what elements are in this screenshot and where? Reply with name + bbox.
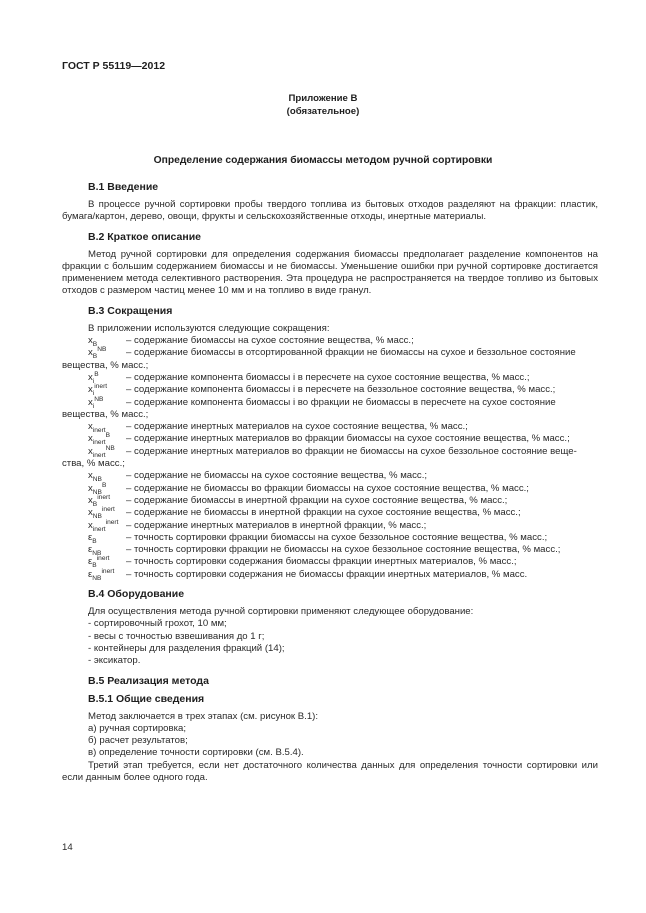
section-intro: В приложении используются следующие сокращения:	[88, 322, 330, 334]
abbreviation-description: – точность сортировки содержания не биомассы фракции инертных материалов, % масс.	[126, 568, 528, 580]
abbreviation-description-continued: вещества, % масс.;	[62, 359, 149, 371]
abbreviation-row	[62, 384, 598, 396]
abbreviation-symbol: $x_{inert}^{NB}$	[88, 444, 115, 459]
abbreviation-row	[62, 569, 598, 581]
section-b3	[62, 305, 598, 581]
page-number: 14	[62, 842, 73, 853]
abbreviation-symbol: $x_B$	[88, 335, 98, 348]
abbreviation-description: – содержание не биомассы в инертной фракции на сухое состояние вещества, % масс.;	[126, 507, 521, 519]
section-note: Третий этап требуется, если нет достаточного количества данных для определения точности сортировки или если данным более одного года.	[62, 759, 598, 783]
equipment-item: - сортировочный грохот, 10 мм;	[88, 618, 227, 630]
abbreviation-row	[62, 507, 598, 519]
abbreviation-symbol: $x_B^{NB}$	[88, 346, 107, 361]
abbreviation-symbol: $\varepsilon_B^{inert}$	[88, 555, 110, 570]
abbreviation-description: – содержание не биомассы на сухое состояние вещества, % масс.;	[126, 470, 428, 482]
abbreviation-description: – содержание не биомассы во фракции биомассы на сухое состояние вещества, % масс.;	[126, 482, 529, 494]
abbreviation-description-continued: вещества, % масс.;	[62, 408, 149, 420]
document-body	[62, 181, 598, 791]
abbreviation-description: – содержание компонента биомассы i в пересчете на беззольное состояние вещества, % масс.;	[126, 384, 556, 396]
abbreviation-symbol: $x_{inert}^{inert}$	[88, 518, 119, 533]
abbreviation-symbol: $x_i^{NB}$	[88, 395, 104, 410]
abbreviation-symbol: $x_{NB}^{inert}$	[88, 506, 115, 521]
abbreviation-description: – точность сортировки содержания биомассы фракции инертных материалов, % масс.;	[126, 556, 517, 568]
section-heading: В.5 Реализация метода	[88, 674, 209, 687]
abbreviation-symbol: $x_{inert}$	[88, 421, 106, 435]
abbreviation-symbol: $x_{inert}^B$	[88, 432, 111, 447]
abbreviation-description: – точность сортировки фракции биомассы на сухое беззольное состояние вещества, % масс.;	[126, 531, 548, 543]
section-heading: В.2 Краткое описание	[88, 230, 202, 243]
abbreviation-description: – содержание биомассы на сухое состояние вещества, % масс.;	[126, 335, 414, 347]
abbreviation-description: – точность сортировки фракции не биомассы на сухое беззольное состояние вещества, % масс.;	[126, 544, 561, 556]
document-code: ГОСТ Р 55119—2012	[62, 60, 166, 72]
abbreviation-description: – содержание инертных материалов во фракции не биомассы на сухое беззольное состояние веще-	[126, 445, 577, 457]
section-heading: В.4 Оборудование	[88, 588, 185, 601]
section-intro: Метод заключается в трех этапах (см. рисунок В.1):	[88, 710, 319, 722]
subsection-heading: В.5.1 Общие сведения	[88, 692, 205, 705]
step-item: в) определение точности сортировки (см. В.5.4).	[88, 747, 304, 759]
abbreviation-row	[62, 446, 598, 458]
abbreviation-symbol: $\varepsilon_{NB}$	[88, 544, 102, 558]
abbreviation-list	[62, 335, 598, 581]
abbreviation-description: – содержание инертных материалов во фракции биомассы на сухое состояние вещества, % масс.;	[126, 433, 570, 445]
abbreviation-row	[62, 495, 598, 507]
abbreviation-symbol: $x_i^B$	[88, 370, 99, 385]
abbreviation-description-continued: ства, % масс.;	[62, 458, 125, 470]
abbreviation-row	[62, 372, 598, 384]
abbreviation-row	[62, 347, 598, 359]
abbreviation-description: – содержание инертных материалов в инертной фракции, % масс.;	[126, 519, 427, 531]
step-item: б) расчет результатов;	[88, 735, 188, 747]
abbreviation-row	[62, 532, 598, 544]
main-title: Определение содержания биомассы методом ручной сортировки	[153, 155, 493, 166]
abbreviation-symbol: $\varepsilon_B$	[88, 531, 97, 545]
section-b4	[62, 588, 598, 667]
abbreviation-symbol: $x_i^{inert}$	[88, 383, 108, 398]
abbreviation-row	[62, 433, 598, 445]
annex-type: (обязательное)	[286, 106, 360, 117]
equipment-item: - эксикатор.	[88, 655, 141, 667]
abbreviation-symbol: $x_B^{inert}$	[88, 493, 111, 508]
abbreviation-row	[62, 544, 598, 556]
abbreviation-row	[62, 483, 598, 495]
abbreviation-symbol: $x_{NB}$	[88, 470, 102, 484]
equipment-item: - контейнеры для разделения фракций (14);	[88, 642, 285, 654]
abbreviation-symbol: $x_{NB}^B$	[88, 481, 107, 496]
section-b5	[62, 675, 598, 785]
section-heading: В.1 Введение	[88, 181, 159, 193]
abbreviation-description: – содержание компонента биомассы i во фракции не биомассы в пересчете на сухое состояние	[126, 396, 556, 408]
abbreviation-row	[62, 556, 598, 568]
equipment-item: - весы с точностью взвешивания до 1 г;	[88, 630, 265, 642]
abbreviation-row	[62, 520, 598, 532]
abbreviation-description: – содержание инертных материалов на сухое состояние вещества, % масс.;	[126, 421, 468, 433]
abbreviation-row	[62, 397, 598, 409]
step-item: а) ручная сортировка;	[88, 722, 187, 734]
section-text: Метод ручной сортировки для определения содержания биомассы предполагает разделение компонентов на фракции с большим содержанием биомассы и не биомассы. Уменьшение ошибки при ручной сортировке достигается применением метода селективного растворения. Эта процедура не распространяется на твердое топливо из бытовых отходов с размером частиц менее 10 мм и на топливо в виде гранул.	[62, 248, 598, 297]
abbreviation-row	[62, 335, 598, 347]
abbreviation-row	[62, 470, 598, 482]
abbreviation-row	[62, 421, 598, 433]
annex-title: Приложение В	[288, 93, 358, 104]
section-b1	[62, 181, 598, 224]
section-text: В процессе ручной сортировки пробы твердого топлива из бытовых отходов разделяют на фракции: пластик, бумага/картон, дерево, овощи, фрукты и сельскохозяйственные отходы, инертные материалы.	[62, 199, 598, 223]
abbreviation-description: – содержание компонента биомассы i в пересчете на сухое состояние вещества, % масс.;	[126, 371, 530, 383]
section-intro: Для осуществления метода ручной сортировки применяют следующее оборудование:	[88, 606, 474, 618]
abbreviation-description: – содержание биомассы в инертной фракции на сухое состояние вещества, % масс.;	[126, 494, 508, 506]
section-heading: В.3 Сокращения	[88, 304, 173, 317]
abbreviation-symbol: $\varepsilon_{NB}^{inert}$	[88, 567, 115, 582]
abbreviation-description: – содержание биомассы в отсортированной фракции не биомассы на сухое и беззольное состояние	[126, 347, 576, 359]
section-b2	[62, 231, 598, 298]
